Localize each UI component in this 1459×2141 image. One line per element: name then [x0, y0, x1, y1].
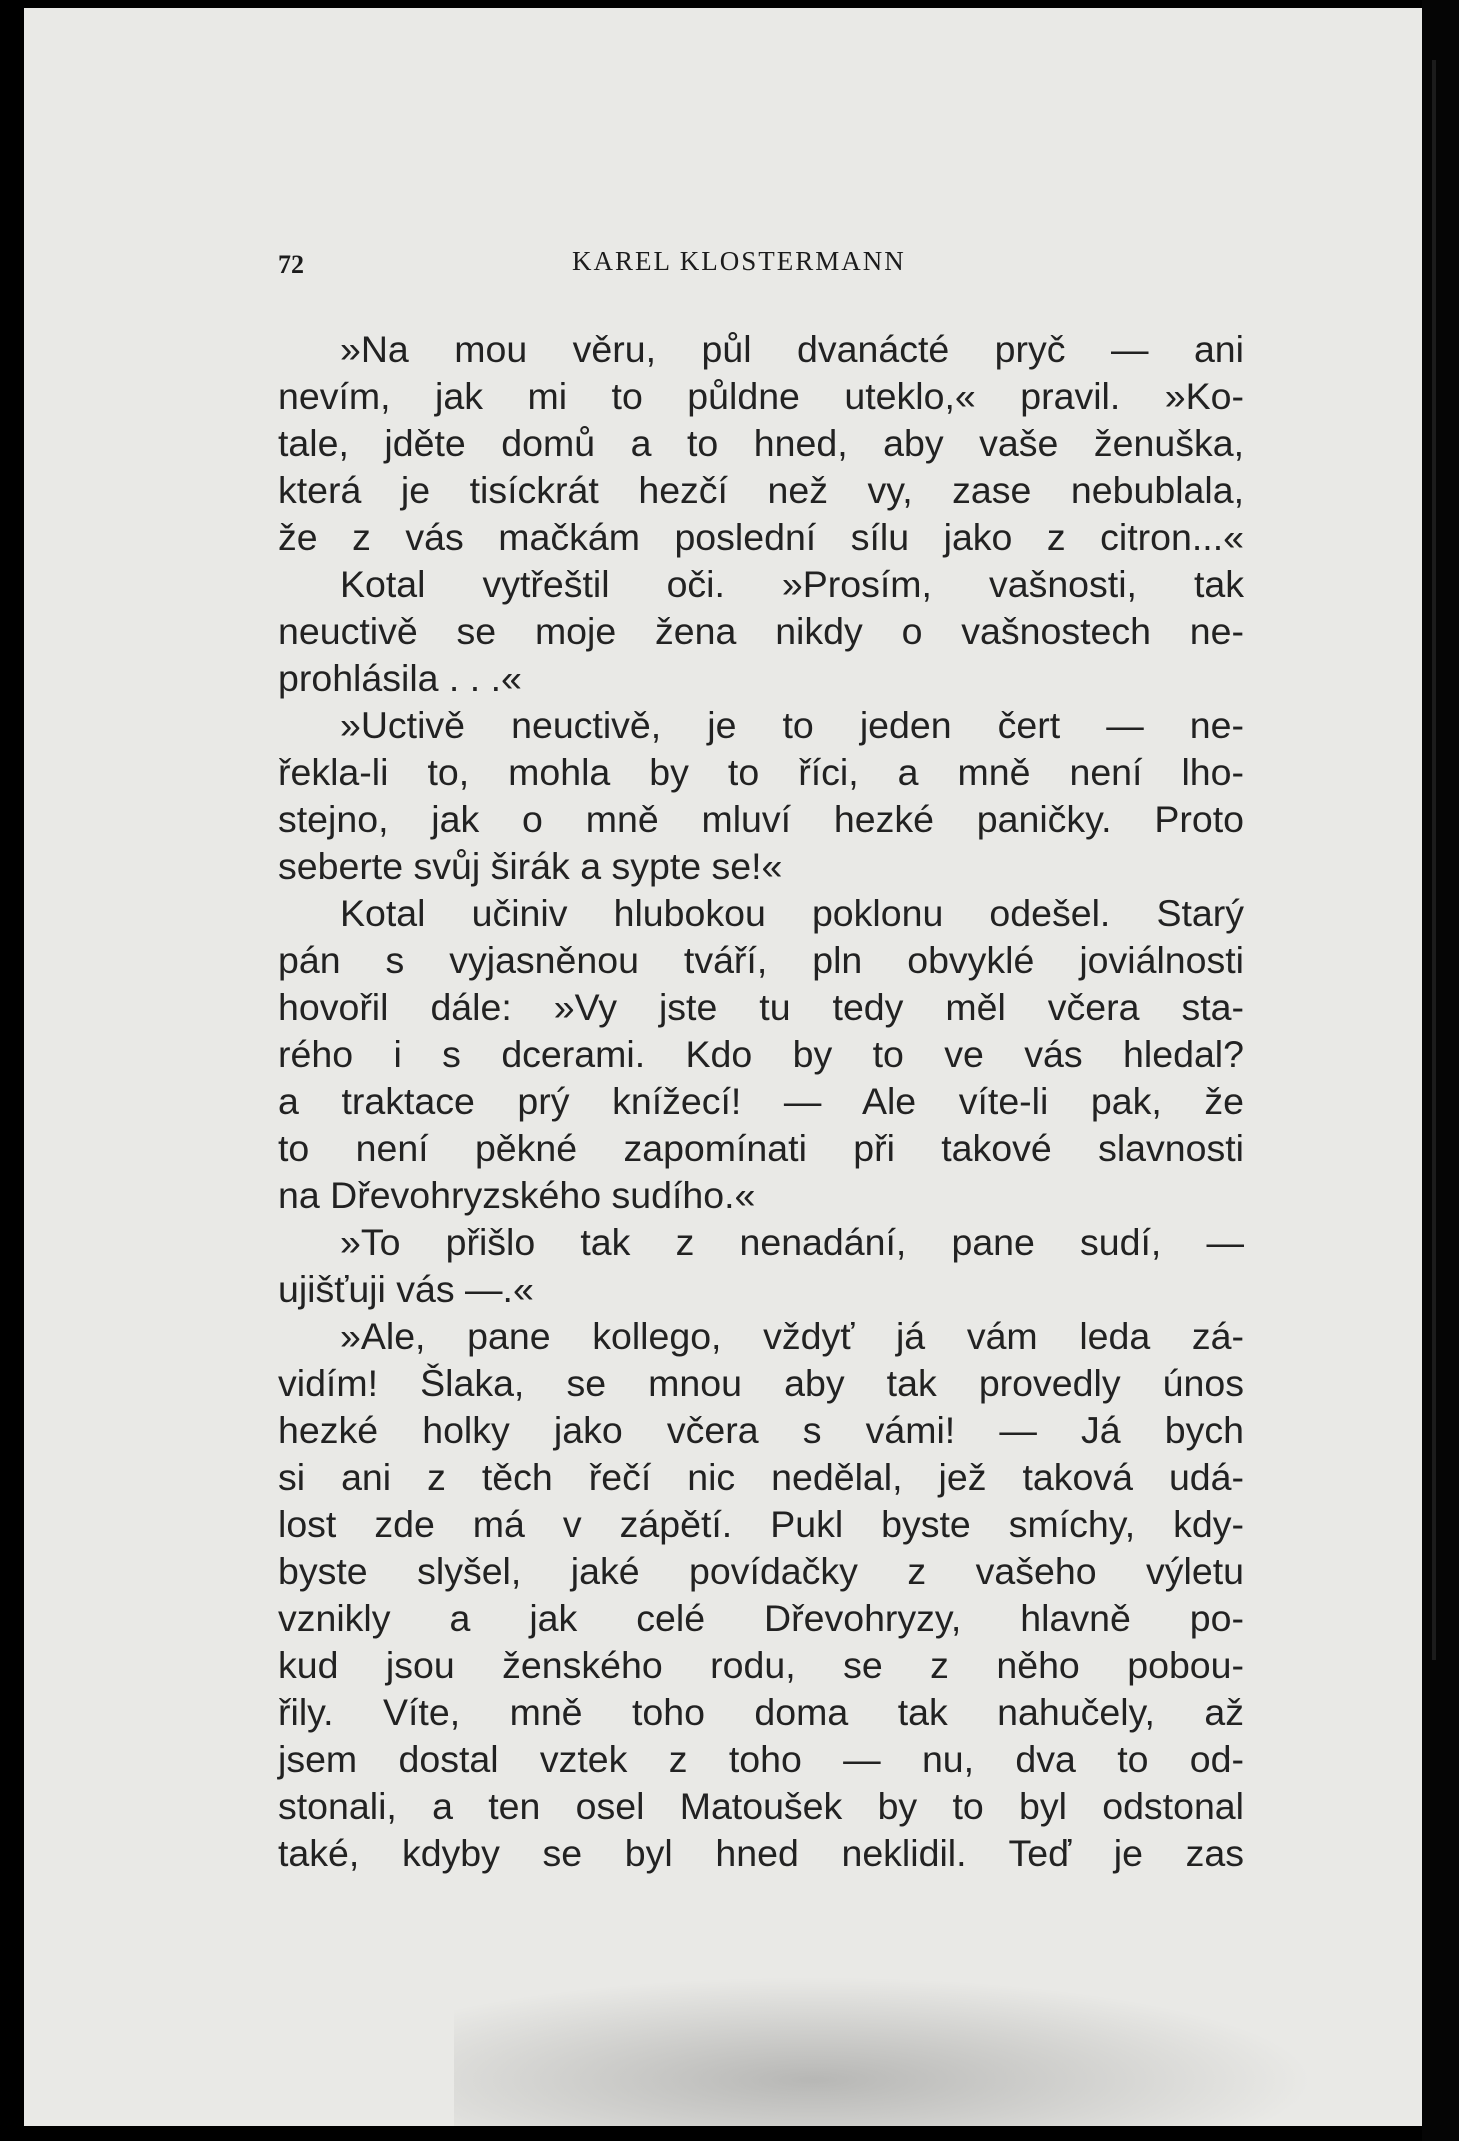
page-header: [278, 240, 1244, 280]
text-line: ujišťuji vás —.«: [278, 1268, 534, 1310]
text-line: vznikly a jak celé Dřevohryzy, hlavně po-: [278, 1597, 1244, 1639]
text-line: stejno, jak o mně mluví hezké paničky. Proto: [278, 798, 1244, 840]
text-line: seberte svůj širák a sypte se!«: [278, 845, 783, 887]
running-head: KAREL KLOSTERMANN: [572, 246, 906, 276]
text-line: tale, jděte domů a to hned, aby vaše ženuška,: [278, 422, 1244, 464]
text-line: Kotal učiniv hlubokou poklonu odešel. Starý: [340, 892, 1244, 934]
page-number: 72: [278, 250, 304, 279]
text-line: vidím! Šlaka, se mnou aby tak provedly únos: [278, 1362, 1244, 1404]
text-line: hovořil dále: »Vy jste tu tedy měl včera sta-: [278, 986, 1244, 1028]
text-line: řily. Víte, mně toho doma tak nahučely, až: [278, 1691, 1244, 1733]
text-line: a traktace prý knížecí! — Ale víte-li pak, že: [278, 1080, 1244, 1122]
text-line: »Ale, pane kollego, vždyť já vám leda zá-: [340, 1315, 1244, 1357]
text-line: také, kdyby se byl hned neklidil. Teď je zas: [278, 1832, 1244, 1874]
text-line: Kotal vytřeštil oči. »Prosím, vašnosti, tak: [340, 563, 1244, 605]
text-line: pán s vyjasněnou tváří, pln obvyklé joviálnosti: [278, 939, 1244, 981]
page-stain: [454, 1968, 1354, 2126]
text-line: prohlásila . . .«: [278, 657, 522, 699]
text-line: »Uctivě neuctivě, je to jeden čert — ne-: [340, 704, 1244, 746]
book-page: [24, 8, 1422, 2126]
text-line: to není pěkné zapomínati při takové slavnosti: [278, 1127, 1244, 1169]
text-line: nevím, jak mi to půldne uteklo,« pravil. »Ko-: [278, 375, 1244, 417]
text-line: »To přišlo tak z nenadání, pane sudí, —: [340, 1221, 1244, 1263]
text-line: která je tisíckrát hezčí než vy, zase nebublala,: [278, 469, 1244, 511]
text-line: byste slyšel, jaké povídačky z vašeho výletu: [278, 1550, 1244, 1592]
book-spine-shadow: [1422, 0, 1459, 2141]
text-line: »Na mou věru, půl dvanácté pryč — ani: [340, 328, 1244, 370]
spine-edge: [1432, 60, 1436, 1660]
text-line: jsem dostal vztek z toho — nu, dva to od-: [278, 1738, 1244, 1780]
body-text: [278, 326, 1244, 1877]
text-line: řekla-li to, mohla by to říci, a mně není lho-: [278, 751, 1244, 793]
text-line: že z vás mačkám poslední sílu jako z citron...«: [278, 516, 1244, 558]
text-line: hezké holky jako včera s vámi! — Já bych: [278, 1409, 1244, 1451]
text-line: si ani z těch řečí nic nedělal, jež taková udá-: [278, 1456, 1244, 1498]
text-line: rého i s dcerami. Kdo by to ve vás hledal?: [278, 1033, 1244, 1075]
text-line: kud jsou ženského rodu, se z něho pobou-: [278, 1644, 1244, 1686]
text-line: neuctivě se moje žena nikdy o vašnostech ne-: [278, 610, 1244, 652]
text-line: lost zde má v zápětí. Pukl byste smíchy, kdy-: [278, 1503, 1244, 1545]
text-line: na Dřevohryzského sudího.«: [278, 1174, 756, 1216]
text-line: stonali, a ten osel Matoušek by to byl odstonal: [278, 1785, 1244, 1827]
